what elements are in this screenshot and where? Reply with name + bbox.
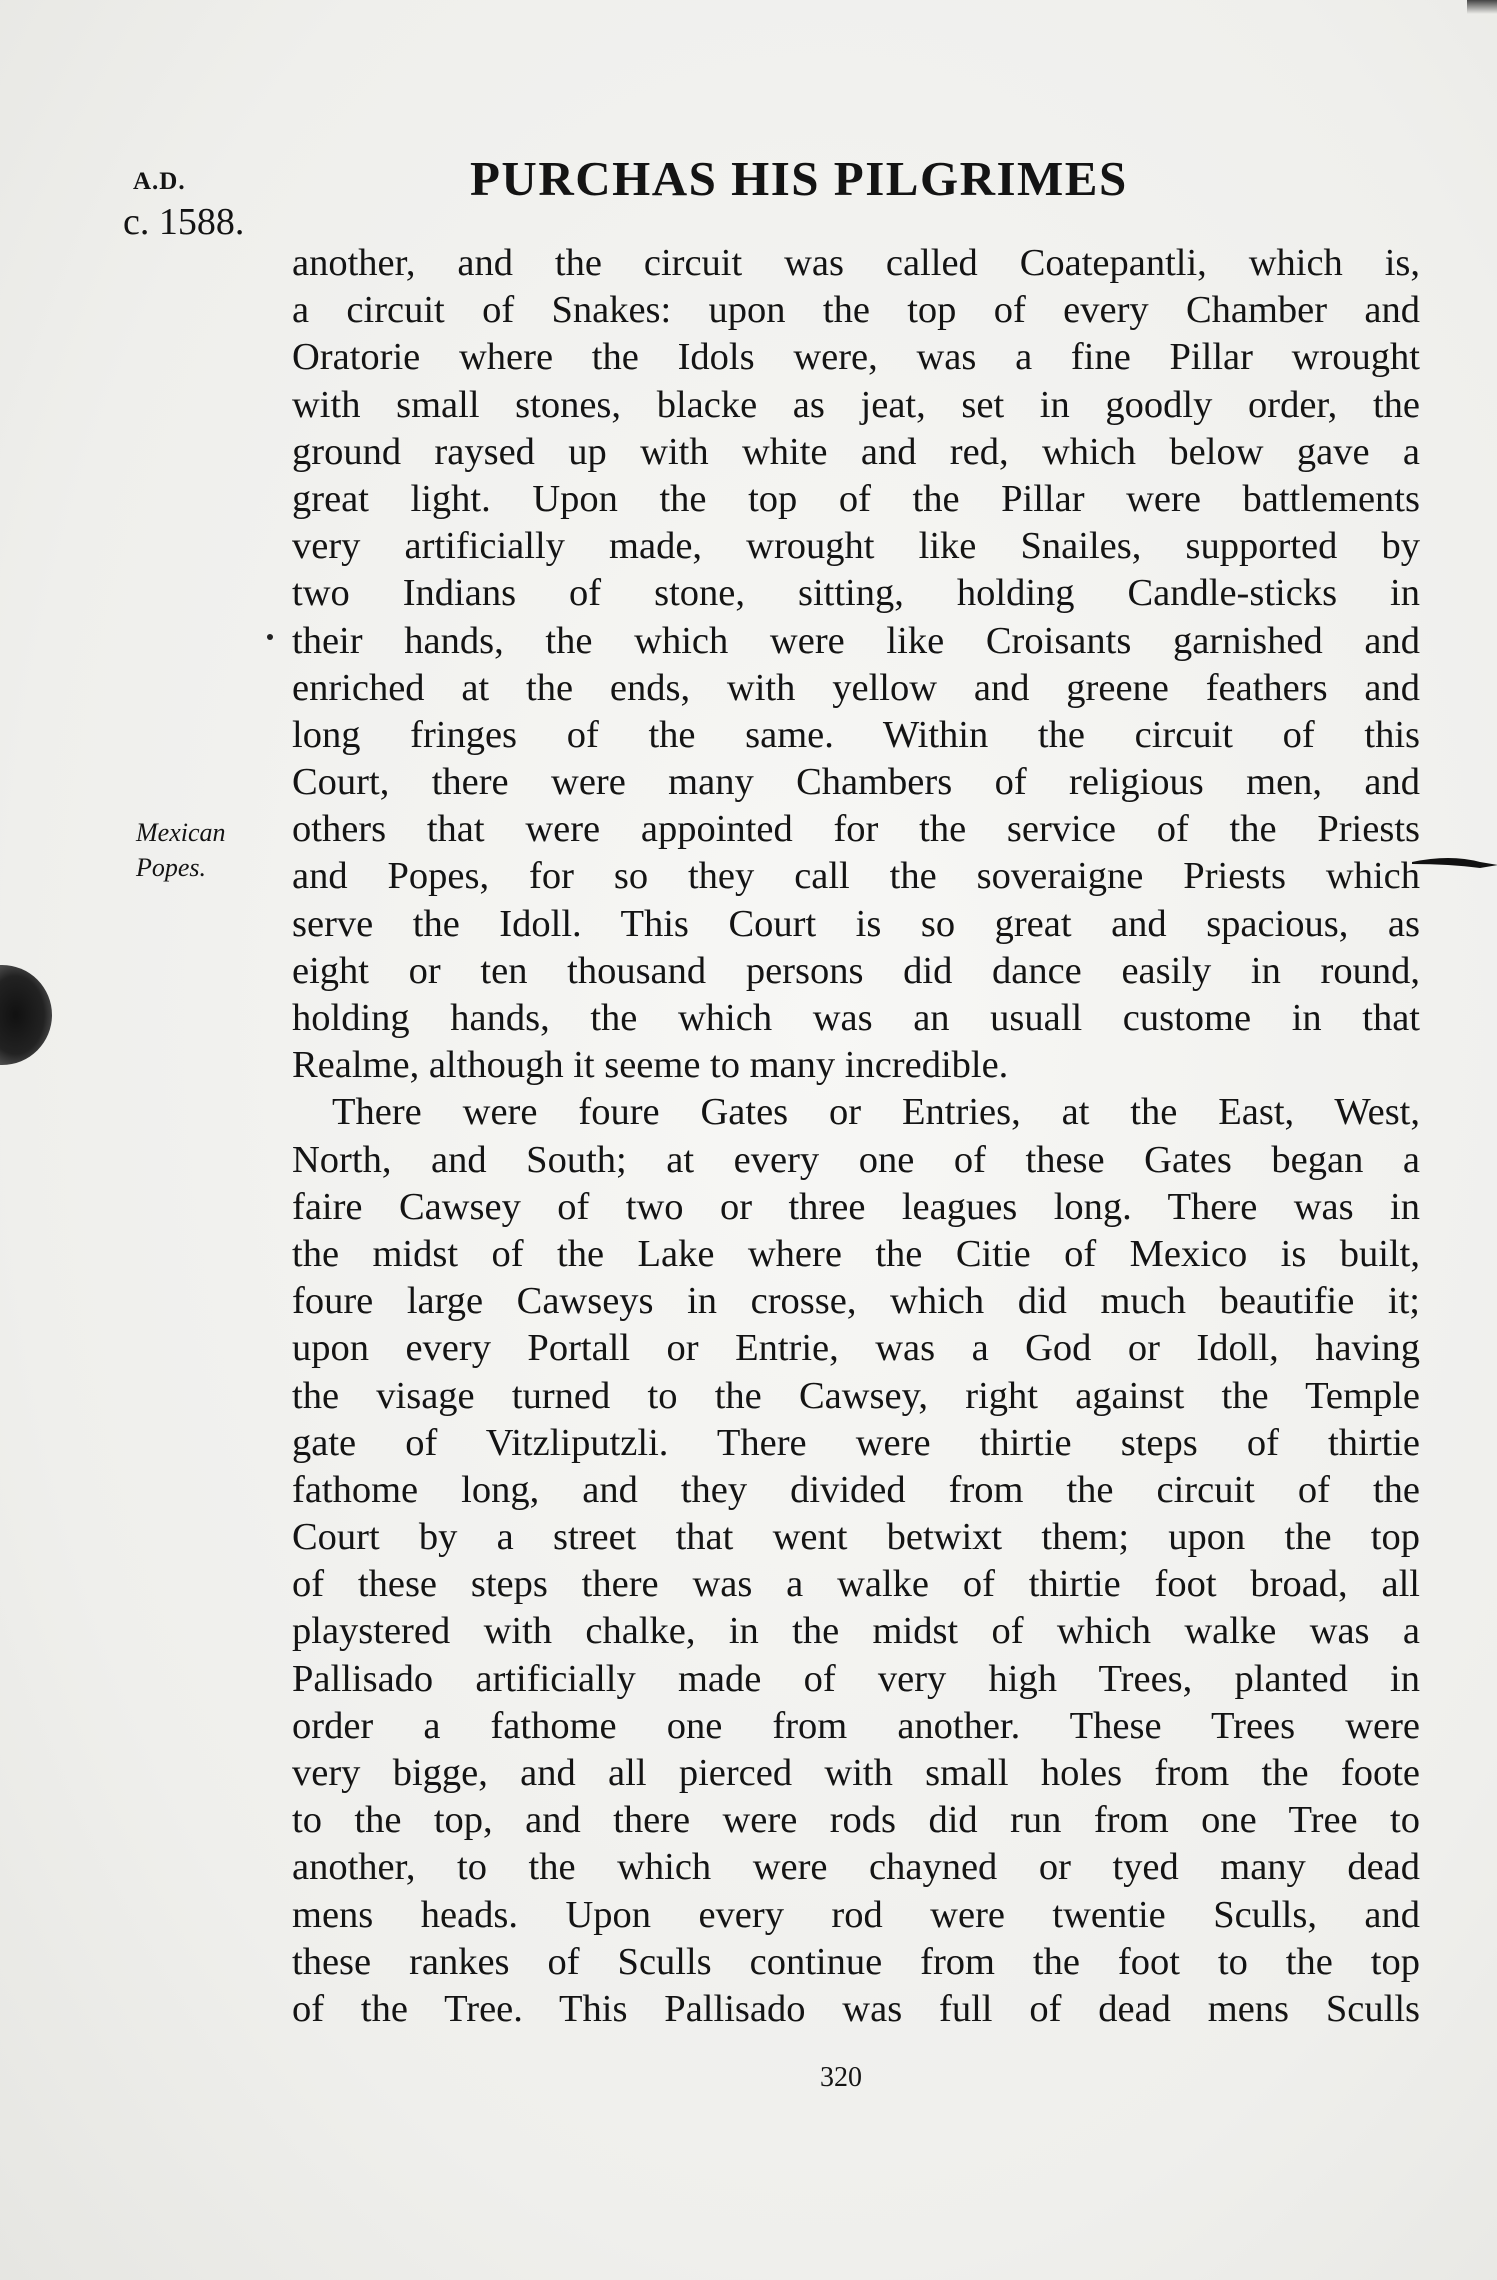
text-line: another, to the which were chayned or tyed many dead xyxy=(292,1846,1420,1889)
text-line: holding hands, the which was an usuall custome in that xyxy=(292,997,1420,1039)
text-line: North, and South; at every one of these Gates began a xyxy=(292,1138,1420,1181)
text-line: of the Tree. This Pallisado was full of dead mens Sculls xyxy=(292,1987,1420,2030)
body-text xyxy=(292,240,1420,2033)
text-line: order a fathome one from another. These Trees were xyxy=(292,1704,1420,1747)
dot-mark xyxy=(267,634,273,640)
text-line: playstered with chalke, in the midst of which walke was a xyxy=(292,1610,1420,1653)
text-line: gate of Vitzliputzli. There were thirtie steps of thirtie xyxy=(292,1421,1420,1464)
text-line: of these steps there was a walke of thirtie foot broad, all xyxy=(292,1563,1420,1606)
text-line: the midst of the Lake where the Citie of Mexico is built, xyxy=(292,1232,1420,1275)
text-line: Pallisado artificially made of very high Trees, planted in xyxy=(292,1657,1420,1700)
text-line: the visage turned to the Cawsey, right against the Temple xyxy=(292,1374,1420,1417)
text-line: to the top, and there were rods did run from one Tree to xyxy=(292,1799,1420,1842)
text-line: fathome long, and they divided from the circuit of the xyxy=(292,1468,1420,1511)
pointer-mark-icon xyxy=(1410,852,1497,874)
corner-shadow xyxy=(1467,0,1497,14)
text-line: eight or ten thousand persons did dance easily in round, xyxy=(292,949,1420,992)
text-line: foure large Cawseys in crosse, which did much beautifie it; xyxy=(292,1280,1420,1323)
text-line: Court by a street that went betwixt them; upon the top xyxy=(292,1516,1420,1559)
marginal-note-line: Mexican xyxy=(136,818,226,847)
text-line: these rankes of Sculls continue from the foot to the top xyxy=(292,1940,1420,1983)
text-line: great light. Upon the top of the Pillar were battlements xyxy=(292,477,1420,520)
text-line: Realme, although it seeme to many incredible. xyxy=(292,1044,1009,1087)
text-line: their hands, the which were like Croisants garnished and xyxy=(292,619,1420,662)
text-line: ground raysed up with white and red, which below gave a xyxy=(292,430,1420,473)
text-line: two Indians of stone, sitting, holding Candle-sticks in xyxy=(292,572,1420,615)
text-line: faire Cawsey of two or three leagues long. There was in xyxy=(292,1185,1420,1228)
year-label: c. 1588. xyxy=(123,201,245,243)
text-line: There were foure Gates or Entries, at the East, West, xyxy=(332,1091,1420,1134)
page-number: 320 xyxy=(820,2062,862,2093)
era-label: A.D. xyxy=(133,168,186,195)
text-line: very artificially made, wrought like Snailes, supported by xyxy=(292,525,1420,568)
text-line: enriched at the ends, with yellow and greene feathers and xyxy=(292,666,1420,709)
running-title: PURCHAS HIS PILGRIMES xyxy=(470,151,1128,206)
text-line: long fringes of the same. Within the circuit of this xyxy=(292,713,1420,756)
text-line: mens heads. Upon every rod were twentie Sculls, and xyxy=(292,1893,1420,1936)
text-line: Oratorie where the Idols were, was a fine Pillar wrought xyxy=(292,336,1420,379)
text-line: very bigge, and all pierced with small holes from the foote xyxy=(292,1752,1420,1794)
text-line: and Popes, for so they call the soveraigne Priests which xyxy=(292,855,1420,898)
text-line: Court, there were many Chambers of religious men, and xyxy=(292,761,1420,804)
text-line: serve the Idoll. This Court is so great and spacious, as xyxy=(292,902,1420,945)
text-line: upon every Portall or Entrie, was a God or Idoll, having xyxy=(292,1327,1420,1370)
text-line: with small stones, blacke as jeat, set in goodly order, the xyxy=(292,383,1420,426)
marginal-note xyxy=(136,815,226,885)
text-line: others that were appointed for the service of the Priests xyxy=(292,808,1420,851)
marginal-note-line: Popes. xyxy=(136,853,207,882)
text-line: a circuit of Snakes: upon the top of every Chamber and xyxy=(292,289,1420,332)
text-line: another, and the circuit was called Coatepantli, which is, xyxy=(292,242,1420,284)
